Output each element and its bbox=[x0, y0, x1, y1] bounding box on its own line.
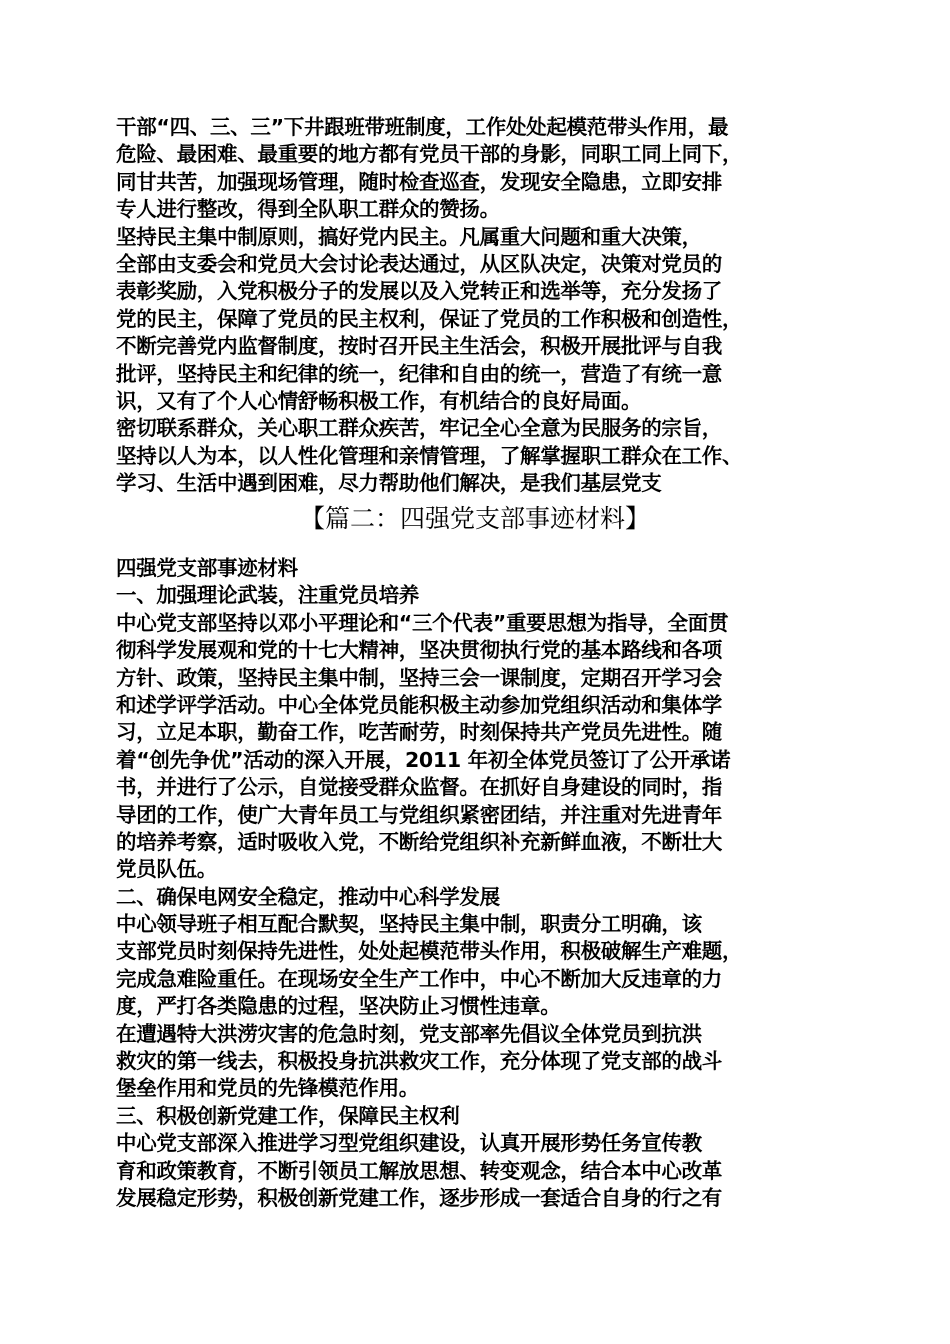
text-line: 彻科学发展观和党的十七大精神，坚决贯彻执行党的基本路线和各项 bbox=[116, 638, 722, 663]
text-line: 支部党员时刻保持先进性，处处起模范带头作用，积极破解生产难题， bbox=[116, 939, 743, 964]
text-line: 导团的工作，使广大青年员工与党组织紧密团结，并注重对先进青年 bbox=[116, 802, 722, 827]
text-line: 密切联系群众，关心职工群众疾苦，牢记全心全意为民服务的宗旨， bbox=[116, 416, 722, 441]
text-line: 学习、生活中遇到困难，尽力帮助他们解决，是我们基层党支 bbox=[116, 471, 662, 496]
text-line: 党的民主，保障了党员的民主权利，保证了党员的工作积极和创造性， bbox=[116, 306, 743, 331]
text-line: 育和政策教育，不断引领员工解放思想、转变观念，结合本中心改革 bbox=[116, 1158, 722, 1183]
text-line: 习，立足本职，勤奋工作，吃苦耐劳，时刻保持共产党员先进性。随 bbox=[116, 720, 722, 745]
text-line: 中心领导班子相互配合默契，坚持民主集中制，职责分工明确，该 bbox=[116, 912, 702, 937]
text-line: 批评，坚持民主和纪律的统一，纪律和自由的统一，营造了有统一意 bbox=[116, 361, 722, 386]
text-line: 中心党支部坚持以邓小平理论和“三个代表”重要思想为指导，全面贯 bbox=[116, 610, 729, 635]
text-line: 堡垒作用和党员的先锋模范作用。 bbox=[116, 1076, 419, 1101]
heading-2: 二、确保电网安全稳定，推动中心科学发展 bbox=[116, 884, 500, 909]
document-title: 四强党支部事迹材料 bbox=[116, 556, 298, 580]
text-line: 危险、最困难、最重要的地方都有党员干部的身影，同职工同上同下， bbox=[116, 142, 743, 167]
text-line: 坚持民主集中制原则，搞好党内民主。凡属重大问题和重大决策， bbox=[116, 224, 702, 249]
text-line: 救灾的第一线去，积极投身抗洪救灾工作，充分体现了党支部的战斗 bbox=[116, 1049, 722, 1074]
body-text-part1 bbox=[116, 114, 851, 497]
text-line: 书，并进行了公示，自觉接受群众监督。在抓好自身建设的同时，指 bbox=[116, 775, 722, 800]
heading-3: 三、积极创新党建工作，保障民主权利 bbox=[116, 1103, 460, 1128]
heading-1: 一、加强理论武装，注重党员培养 bbox=[116, 583, 419, 608]
text-line: 度，严打各类隐患的过程，坚决防止习惯性违章。 bbox=[116, 994, 561, 1019]
text-line: 中心党支部深入推进学习型党组织建设，认真开展形势任务宣传教 bbox=[116, 1131, 702, 1156]
text-line: 发展稳定形势，积极创新党建工作，逐步形成一套适合自身的行之有 bbox=[116, 1185, 722, 1210]
text-line: 党员队伍。 bbox=[116, 857, 217, 882]
body-text-part2 bbox=[116, 555, 851, 1212]
text-line: 同甘共苦，加强现场管理，随时检查巡查，发现安全隐患，立即安排 bbox=[116, 169, 722, 194]
text-line: 坚持以人为本，以人性化管理和亲情管理，了解掌握职工群众在工作、 bbox=[116, 443, 743, 468]
text-line: 表彰奖励，入党积极分子的发展以及入党转正和选举等，充分发扬了 bbox=[116, 279, 722, 304]
text-line: 着“创先争优”活动的深入开展，2011 年初全体党员签订了公开承诺 bbox=[116, 747, 731, 772]
text-line: 干部“四、三、三”下井跟班带班制度，工作处处起模范带头作用，最 bbox=[116, 115, 729, 139]
text-line: 不断完善党内监督制度，按时召开民主生活会，积极开展批评与自我 bbox=[116, 334, 722, 359]
section-title: 【篇二：四强党支部事迹材料】 bbox=[299, 504, 650, 533]
text-line: 识，又有了个人心情舒畅积极工作，有机结合的良好局面。 bbox=[116, 388, 642, 413]
text-line: 专人进行整改，得到全队职工群众的赞扬。 bbox=[116, 197, 500, 222]
text-line: 和述学评学活动。中心全体党员能积极主动参加党组织活动和集体学 bbox=[116, 692, 722, 717]
text-line: 方针、政策，坚持民主集中制，坚持三会一课制度，定期召开学习会 bbox=[116, 665, 722, 690]
text-line: 的培养考察，适时吸收入党，不断给党组织补充新鲜血液，不断壮大 bbox=[116, 829, 722, 854]
text-line: 全部由支委会和党员大会讨论表达通过，从区队决定，决策对党员的 bbox=[116, 251, 722, 276]
text-line: 在遭遇特大洪涝灾害的危急时刻，党支部率先倡议全体党员到抗洪 bbox=[116, 1021, 702, 1046]
text-line: 完成急难险重任。在现场安全生产工作中，中心不断加大反违章的力 bbox=[116, 966, 722, 991]
